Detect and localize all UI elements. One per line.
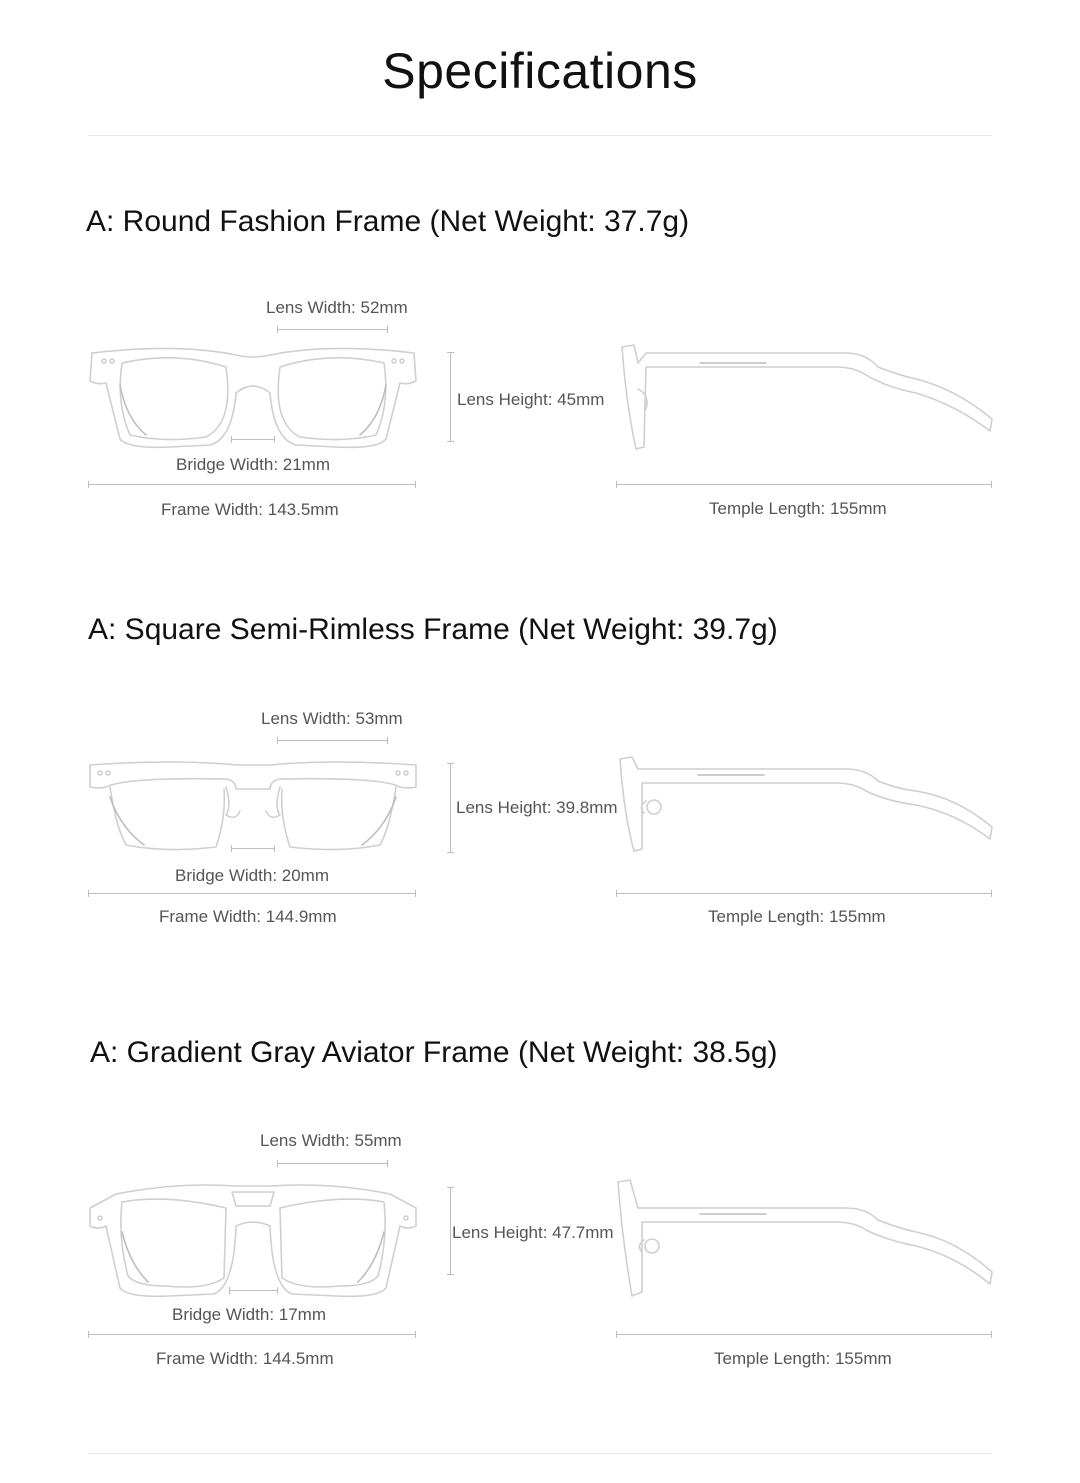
section-title: A: Gradient Gray Aviator Frame (Net Weight: 38.5g): [90, 1036, 778, 1069]
front-view-drawing: [86, 1178, 421, 1303]
dimension-tick: [991, 481, 992, 488]
temple-length-dimension-line: [616, 893, 992, 894]
dimension-tick: [991, 890, 992, 897]
lens-width-label: Lens Width: 55mm: [260, 1131, 402, 1150]
dimension-tick: [616, 481, 617, 488]
lens-width-label: Lens Width: 52mm: [266, 298, 408, 317]
dimension-tick: [616, 890, 617, 897]
frame-width-label: Frame Width: 144.5mm: [156, 1349, 334, 1368]
bridge-width-label: Bridge Width: 17mm: [172, 1305, 326, 1324]
temple-length-label: Temple Length: 155mm: [709, 499, 887, 518]
side-view-drawing: [616, 755, 996, 855]
bridge-width-dimension-line: [231, 848, 274, 849]
dimension-tick: [447, 1274, 454, 1275]
dimension-tick: [277, 737, 278, 744]
dimension-tick: [616, 1331, 617, 1338]
dimension-tick: [415, 481, 416, 488]
temple-length-label: Temple Length: 155mm: [708, 907, 886, 926]
lens-height-label: Lens Height: 47.7mm: [452, 1223, 614, 1242]
spec-section-round: [0, 195, 1080, 595]
dimension-tick: [88, 481, 89, 488]
section-title: A: Round Fashion Frame (Net Weight: 37.7g): [86, 205, 690, 238]
frame-width-dimension-line: [88, 484, 416, 485]
dimension-tick: [277, 1287, 278, 1294]
lens-height-label: Lens Height: 39.8mm: [456, 798, 618, 817]
bridge-width-label: Bridge Width: 20mm: [175, 866, 329, 885]
dimension-tick: [991, 1331, 992, 1338]
dimension-tick: [415, 890, 416, 897]
dimension-tick: [387, 1160, 388, 1167]
dimension-tick: [274, 436, 275, 443]
bridge-width-dimension-line: [231, 439, 274, 440]
dimension-tick: [277, 1160, 278, 1167]
dimension-tick: [415, 1331, 416, 1338]
lens-width-dimension-line: [277, 1163, 387, 1164]
temple-length-label: Temple Length: 155mm: [714, 1349, 892, 1368]
side-view-drawing: [614, 1178, 996, 1303]
lens-width-dimension-line: [277, 740, 387, 741]
frame-width-dimension-line: [88, 1334, 416, 1335]
footer-divider: [88, 1453, 992, 1454]
frame-width-label: Frame Width: 144.9mm: [159, 907, 337, 926]
spec-section-aviator: [0, 1028, 1080, 1428]
dimension-tick: [88, 890, 89, 897]
lens-height-dimension-line: [450, 1187, 451, 1275]
dimension-tick: [447, 763, 454, 764]
frame-width-dimension-line: [88, 893, 416, 894]
lens-height-dimension-line: [450, 763, 451, 853]
dimension-tick: [447, 1187, 454, 1188]
page-title: Specifications: [382, 43, 698, 99]
lens-height-label: Lens Height: 45mm: [457, 390, 605, 409]
title-divider: [88, 135, 992, 136]
section-title: A: Square Semi-Rimless Frame (Net Weight: 39.7g): [88, 613, 778, 646]
frame-width-label: Frame Width: 143.5mm: [161, 500, 339, 519]
bridge-width-label: Bridge Width: 21mm: [176, 455, 330, 474]
dimension-tick: [277, 326, 278, 333]
lens-width-dimension-line: [277, 329, 387, 330]
lens-height-dimension-line: [450, 352, 451, 442]
side-view-drawing: [616, 343, 996, 453]
dimension-tick: [387, 737, 388, 744]
dimension-tick: [229, 1287, 230, 1294]
bridge-width-dimension-line: [229, 1290, 277, 1291]
front-view-drawing: [86, 343, 421, 453]
dimension-tick: [274, 845, 275, 852]
dimension-tick: [231, 436, 232, 443]
lens-width-label: Lens Width: 53mm: [261, 709, 403, 728]
temple-length-dimension-line: [616, 1334, 992, 1335]
dimension-tick: [231, 845, 232, 852]
front-view-drawing: [86, 757, 421, 857]
dimension-tick: [447, 352, 454, 353]
temple-length-dimension-line: [616, 484, 992, 485]
dimension-tick: [447, 852, 454, 853]
dimension-tick: [447, 441, 454, 442]
dimension-tick: [88, 1331, 89, 1338]
spec-section-square: [0, 605, 1080, 1005]
dimension-tick: [387, 326, 388, 333]
